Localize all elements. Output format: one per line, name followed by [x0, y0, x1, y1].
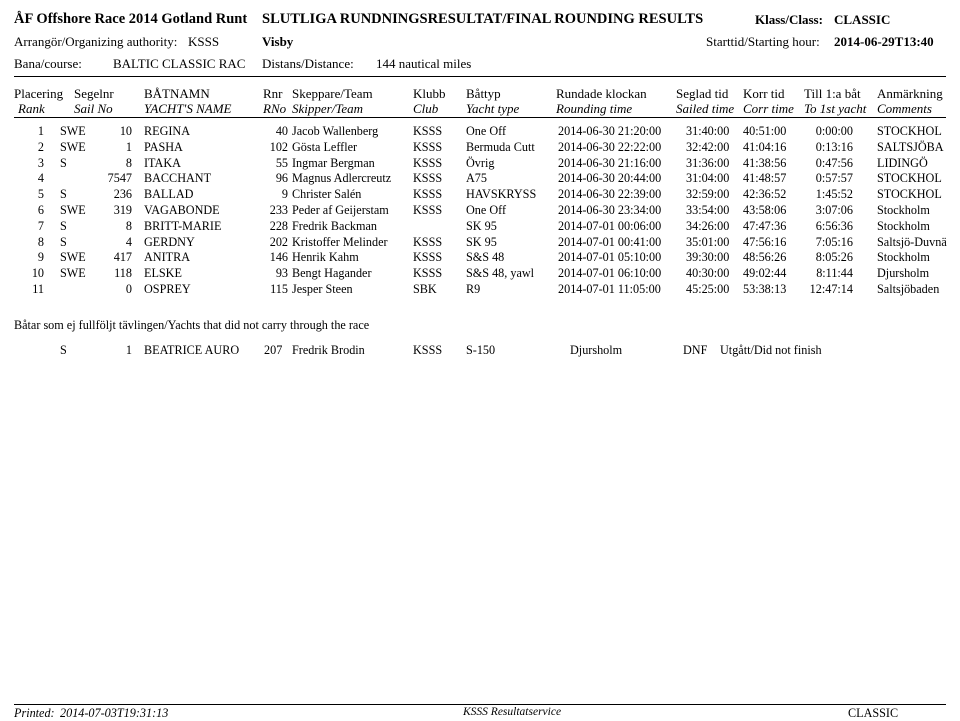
- dnf-location: Djursholm: [570, 343, 623, 357]
- class-value: CLASSIC: [834, 12, 891, 27]
- cell-to-first: 0:13:16: [815, 139, 853, 154]
- cell-yacht-name: ITAKA: [144, 155, 181, 170]
- distance-value: 144 nautical miles: [376, 56, 472, 71]
- cell-nationality: SWE: [60, 124, 86, 138]
- col-seglad: Seglad tid: [676, 86, 729, 101]
- cell-skipper: Fredrik Backman: [292, 218, 377, 233]
- cell-sailed-time: 31:04:00: [686, 171, 730, 186]
- footer-divider: [14, 704, 946, 705]
- dnf-sail: 1: [125, 343, 132, 357]
- cell-rank: 6: [37, 203, 44, 217]
- cell-sail-no: 10: [119, 124, 132, 138]
- col-rounding-time: Rounding time: [556, 101, 633, 116]
- dnf-club: KSSS: [413, 343, 443, 357]
- cell-comment: Stockholm: [877, 250, 930, 265]
- cell-corr-time: 43:58:06: [743, 203, 787, 217]
- col-battyp: Båttyp: [466, 86, 501, 101]
- cell-sail-no: 8: [125, 218, 132, 233]
- cell-yacht-type: One Off: [466, 203, 507, 217]
- table-divider: [14, 117, 946, 118]
- cell-rank: 11: [32, 282, 44, 296]
- cell-yacht-name: OSPREY: [144, 282, 191, 296]
- cell-to-first: 8:05:26: [815, 250, 853, 265]
- cell-club: KSSS: [413, 124, 443, 138]
- cell-sailed-time: 31:40:00: [686, 124, 730, 138]
- cell-rno: 146: [269, 250, 288, 265]
- cell-skipper: Bengt Hagander: [292, 266, 372, 281]
- cell-sail-no: 0: [125, 282, 132, 296]
- col-till: Till 1:a båt: [804, 86, 861, 101]
- cell-sail-no: 319: [113, 203, 132, 217]
- cell-sail-no: 7547: [107, 171, 132, 186]
- cell-rno: 40: [275, 124, 288, 138]
- cell-yacht-name: BRITT-MARIE: [144, 218, 222, 233]
- cell-sailed-time: 45:25:00: [686, 282, 730, 296]
- cell-yacht-name: BACCHANT: [144, 171, 212, 186]
- dnf-title: Båtar som ej fullföljt tävlingen/Yachts that did not carry through the race: [14, 318, 370, 332]
- col-yacht-type: Yacht type: [466, 101, 520, 116]
- cell-club: KSSS: [413, 171, 443, 186]
- cell-skipper: Christer Salén: [292, 187, 362, 202]
- cell-rounding-time: 2014-07-01 06:10:00: [558, 266, 662, 281]
- results-title: SLUTLIGA RUNDNINGSRESULTAT/FINAL ROUNDING RESULTS: [262, 11, 704, 27]
- cell-corr-time: 40:51:00: [743, 124, 787, 138]
- cell-yacht-name: REGINA: [144, 124, 191, 138]
- dnf-skipper: Fredrik Brodin: [292, 343, 365, 357]
- organizer-value: KSSS: [188, 34, 220, 49]
- cell-yacht-type: A75: [466, 171, 487, 186]
- col-sail-no: Sail No: [74, 101, 113, 116]
- cell-rno: 233: [269, 203, 288, 217]
- cell-sailed-time: 32:59:00: [686, 187, 730, 202]
- cell-rno: 9: [281, 187, 288, 202]
- cell-to-first: 1:45:52: [815, 187, 853, 202]
- dnf-status: DNF: [683, 343, 708, 357]
- service-name: KSSS Resultatservice: [463, 706, 562, 718]
- cell-rounding-time: 2014-07-01 11:05:00: [558, 282, 661, 296]
- cell-rounding-time: 2014-07-01 00:06:00: [558, 218, 662, 233]
- cell-rounding-time: 2014-06-30 22:22:00: [558, 139, 662, 154]
- col-rundade: Rundade klockan: [556, 86, 647, 101]
- cell-rno: 96: [275, 171, 288, 186]
- cell-comment: Saltsjö-Duvnä: [877, 234, 947, 249]
- cell-sailed-time: 35:01:00: [686, 234, 730, 249]
- cell-corr-time: 41:04:16: [743, 139, 787, 154]
- cell-to-first: 6:56:36: [815, 218, 853, 233]
- cell-yacht-type: One Off: [466, 124, 507, 138]
- cell-rank: 7: [37, 218, 44, 233]
- cell-rank: 2: [37, 139, 44, 154]
- col-skipper: Skipper/Team: [292, 101, 364, 116]
- cell-rank: 10: [31, 266, 44, 281]
- cell-skipper: Peder af Geijerstam: [292, 203, 389, 217]
- cell-to-first: 7:05:16: [815, 234, 853, 249]
- cell-corr-time: 47:47:36: [743, 218, 787, 233]
- col-klubb: Klubb: [413, 86, 446, 101]
- col-batnamn: BÅTNAMN: [144, 86, 210, 101]
- dnf-name: BEATRICE AURO: [144, 343, 240, 357]
- cell-rank: 4: [37, 171, 44, 186]
- cell-yacht-name: ANITRA: [144, 250, 191, 265]
- start-label: Starttid/Starting hour:: [706, 34, 820, 49]
- cell-yacht-type: Bermuda Cutt: [466, 139, 535, 154]
- cell-yacht-type: Övrig: [466, 155, 495, 170]
- location: Visby: [262, 34, 294, 49]
- cell-rank: 1: [37, 124, 44, 138]
- cell-rounding-time: 2014-07-01 00:41:00: [558, 234, 662, 249]
- cell-nationality: SWE: [60, 203, 86, 217]
- cell-nationality: S: [60, 218, 67, 233]
- cell-yacht-type: R9: [466, 282, 481, 296]
- cell-club: SBK: [413, 282, 437, 296]
- cell-rno: 93: [275, 266, 288, 281]
- cell-nationality: SWE: [60, 266, 86, 281]
- dnf-nat: S: [60, 343, 67, 357]
- cell-corr-time: 47:56:16: [743, 234, 787, 249]
- cell-yacht-type: SK 95: [466, 234, 497, 249]
- printed-value: 2014-07-03T19:31:13: [60, 706, 169, 720]
- cell-rounding-time: 2014-06-30 22:39:00: [558, 187, 662, 202]
- cell-comment: STOCKHOL: [877, 124, 942, 138]
- col-segelnr: Segelnr: [74, 86, 114, 101]
- cell-comment: STOCKHOL: [877, 187, 942, 202]
- cell-rank: 3: [37, 155, 44, 170]
- cell-corr-time: 49:02:44: [743, 266, 787, 281]
- col-sailed-time: Sailed time: [676, 101, 735, 116]
- col-rank: Rank: [18, 101, 45, 116]
- footer-class: CLASSIC: [848, 706, 899, 720]
- col-rnr: Rnr: [263, 86, 283, 101]
- cell-rounding-time: 2014-06-30 21:20:00: [558, 124, 662, 138]
- cell-rno: 55: [275, 155, 288, 170]
- cell-rno: 102: [269, 139, 288, 154]
- col-anmarkning: Anmärkning: [877, 86, 943, 101]
- cell-sail-no: 417: [113, 250, 132, 265]
- cell-yacht-name: PASHA: [144, 139, 183, 154]
- cell-comment: Djursholm: [877, 266, 930, 281]
- cell-sail-no: 236: [113, 187, 132, 202]
- cell-nationality: S: [60, 234, 67, 249]
- cell-comment: SALTSJÖBA: [877, 139, 944, 154]
- cell-corr-time: 48:56:26: [743, 250, 787, 265]
- cell-skipper: Henrik Kahm: [292, 250, 359, 265]
- printed-label: Printed:: [14, 706, 55, 720]
- cell-sail-no: 4: [125, 234, 132, 249]
- cell-sailed-time: 39:30:00: [686, 250, 730, 265]
- cell-comment: LIDINGÖ: [877, 155, 928, 170]
- cell-rank: 5: [37, 187, 44, 202]
- cell-corr-time: 42:36:52: [743, 187, 787, 202]
- col-yacht-name: YACHT'S NAME: [144, 101, 232, 116]
- cell-sailed-time: 31:36:00: [686, 155, 730, 170]
- cell-club: KSSS: [413, 139, 443, 154]
- dnf-rnr: 207: [264, 343, 283, 357]
- cell-to-first: 0:00:00: [815, 124, 853, 138]
- cell-nationality: SWE: [60, 250, 86, 265]
- cell-sailed-time: 40:30:00: [686, 266, 730, 281]
- cell-club: KSSS: [413, 187, 443, 202]
- col-korr: Korr tid: [743, 86, 785, 101]
- cell-corr-time: 53:38:13: [743, 282, 787, 296]
- cell-nationality: SWE: [60, 139, 86, 154]
- cell-rounding-time: 2014-06-30 23:34:00: [558, 203, 662, 217]
- col-rno: RNo: [263, 101, 287, 116]
- col-placering: Placering: [14, 86, 64, 101]
- cell-yacht-type: HAVSKRYSS: [466, 187, 537, 202]
- cell-yacht-type: S&S 48, yawl: [466, 266, 535, 281]
- cell-sailed-time: 33:54:00: [686, 203, 730, 217]
- cell-skipper: Jacob Wallenberg: [292, 124, 379, 138]
- start-value: 2014-06-29T13:40: [834, 34, 934, 49]
- cell-yacht-name: ELSKE: [144, 266, 182, 281]
- dnf-type: S-150: [466, 343, 496, 357]
- cell-skipper: Gösta Leffler: [292, 139, 358, 154]
- cell-club: KSSS: [413, 250, 443, 265]
- col-corr-time: Corr time: [743, 101, 794, 116]
- cell-to-first: 0:57:57: [815, 171, 853, 186]
- cell-comment: Stockholm: [877, 218, 930, 233]
- col-comments: Comments: [877, 101, 932, 116]
- cell-corr-time: 41:38:56: [743, 155, 787, 170]
- cell-rounding-time: 2014-07-01 05:10:00: [558, 250, 662, 265]
- cell-skipper: Kristoffer Melinder: [292, 234, 388, 249]
- cell-yacht-name: GERDNY: [144, 234, 195, 249]
- cell-yacht-type: SK 95: [466, 218, 497, 233]
- cell-sailed-time: 34:26:00: [686, 218, 730, 233]
- cell-sail-no: 8: [125, 155, 132, 170]
- cell-skipper: Ingmar Bergman: [292, 155, 375, 170]
- cell-comment: Saltsjöbaden: [877, 282, 940, 296]
- cell-to-first: 8:11:44: [816, 266, 853, 281]
- cell-comment: STOCKHOL: [877, 171, 942, 186]
- cell-rounding-time: 2014-06-30 21:16:00: [558, 155, 662, 170]
- cell-skipper: Magnus Adlercreutz: [292, 171, 392, 186]
- cell-rno: 115: [270, 282, 288, 296]
- cell-rounding-time: 2014-06-30 20:44:00: [558, 171, 662, 186]
- cell-to-first: 12:47:14: [809, 282, 853, 296]
- cell-yacht-name: BALLAD: [144, 187, 194, 202]
- cell-club: KSSS: [413, 234, 443, 249]
- cell-rno: 202: [269, 234, 288, 249]
- col-club: Club: [413, 101, 439, 116]
- cell-nationality: S: [60, 187, 67, 202]
- course-value: BALTIC CLASSIC RAC: [113, 56, 246, 71]
- cell-sailed-time: 32:42:00: [686, 139, 730, 154]
- class-label: Klass/Class:: [755, 12, 823, 27]
- cell-comment: Stockholm: [877, 203, 930, 217]
- cell-sail-no: 1: [125, 139, 132, 154]
- dnf-status-text: Utgått/Did not finish: [720, 343, 822, 357]
- cell-club: KSSS: [413, 203, 443, 217]
- header-divider: [14, 76, 946, 77]
- cell-skipper: Jesper Steen: [292, 282, 353, 296]
- cell-yacht-type: S&S 48: [466, 250, 505, 265]
- cell-corr-time: 41:48:57: [743, 171, 787, 186]
- cell-sail-no: 118: [114, 266, 132, 281]
- cell-club: KSSS: [413, 266, 443, 281]
- distance-label: Distans/Distance:: [262, 56, 354, 71]
- organizer-label: Arrangör/Organizing authority:: [14, 34, 178, 49]
- cell-yacht-name: VAGABONDE: [144, 203, 220, 217]
- cell-rank: 9: [37, 250, 44, 265]
- cell-club: KSSS: [413, 155, 443, 170]
- cell-nationality: S: [60, 155, 67, 170]
- col-skeppare: Skeppare/Team: [292, 86, 373, 101]
- cell-to-first: 0:47:56: [815, 155, 853, 170]
- race-name: ÅF Offshore Race 2014 Gotland Runt: [14, 11, 248, 27]
- cell-to-first: 3:07:06: [815, 203, 853, 217]
- course-label: Bana/course:: [14, 56, 82, 71]
- col-to-first: To 1st yacht: [804, 101, 867, 116]
- cell-rno: 228: [269, 218, 288, 233]
- cell-rank: 8: [37, 234, 44, 249]
